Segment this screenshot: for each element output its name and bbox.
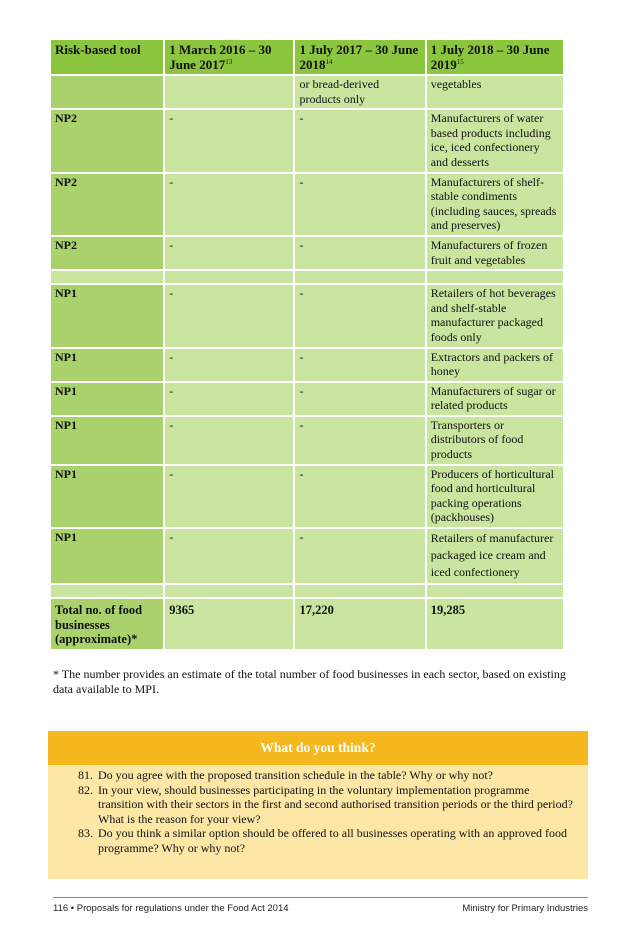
- period-cell: -: [165, 466, 293, 527]
- table-row: [51, 599, 563, 649]
- footnote-ref: 14: [325, 57, 333, 66]
- transition-table: [49, 38, 565, 651]
- table-body: [51, 76, 563, 649]
- period-cell: -: [165, 110, 293, 171]
- separator-cell: [427, 585, 563, 597]
- footer-left: 116 • Proposals for regulations under the Food Act 2014: [53, 903, 289, 914]
- table-separator-row: [51, 271, 563, 283]
- footer-right: Ministry for Primary Industries: [462, 903, 588, 914]
- separator-cell: [165, 271, 293, 283]
- period-cell: vegetables: [427, 76, 563, 108]
- footer-divider: [53, 897, 588, 898]
- table-row: [51, 383, 563, 415]
- table-header-row: [51, 40, 563, 74]
- period-cell: -: [165, 237, 293, 269]
- period-cell: Retailers of hot beverages and shelf-stable manufacturer packaged foods only: [427, 285, 563, 346]
- table-row: [51, 174, 563, 235]
- header-period-1: 1 March 2016 – 30 June 2017$^{13}$: [165, 40, 293, 74]
- table-row: [51, 237, 563, 269]
- period-cell: -: [295, 174, 424, 235]
- risk-tool-cell: NP1: [51, 417, 163, 464]
- period-cell: -: [295, 349, 424, 381]
- separator-cell: [295, 271, 424, 283]
- question-item: 82. In your view, should businesses participating in the voluntary implementation programme transition with their sectors in the first and second authorised transition periods or the third period? What is the reason for your view?: [96, 783, 574, 827]
- period-cell: or bread-derived products only: [295, 76, 424, 108]
- period-cell: -: [295, 237, 424, 269]
- risk-tool-cell: [51, 76, 163, 108]
- separator-cell: [51, 271, 163, 283]
- separator-cell: [51, 585, 163, 597]
- separator-cell: [427, 271, 563, 283]
- risk-tool-cell: Total no. of food businesses (approximate)*: [51, 599, 163, 649]
- risk-tool-cell: NP1: [51, 383, 163, 415]
- risk-tool-cell: NP2: [51, 110, 163, 171]
- period-cell: -: [165, 285, 293, 346]
- footnote-ref: 15: [456, 57, 464, 66]
- period-cell: Extractors and packers of honey: [427, 349, 563, 381]
- period-cell: -: [165, 174, 293, 235]
- period-cell: -: [295, 466, 424, 527]
- period-cell: Retailers of manufacturer packaged ice cream and iced confectionery: [427, 529, 563, 583]
- period-cell: Manufacturers of shelf-stable condiments (including sauces, spreads and preserves): [427, 174, 563, 235]
- footnote-ref: 13: [225, 57, 233, 66]
- separator-cell: [165, 585, 293, 597]
- table-row: [51, 349, 563, 381]
- period-cell: 9365: [165, 599, 293, 649]
- period-cell: Producers of horticultural food and horticultural packing operations (packhouses): [427, 466, 563, 527]
- page-footer: [53, 903, 588, 914]
- table-row: [51, 110, 563, 171]
- period-cell: [165, 76, 293, 108]
- period-cell: -: [165, 349, 293, 381]
- period-cell: 17,220: [295, 599, 424, 649]
- risk-tool-cell: NP1: [51, 529, 163, 583]
- period-cell: -: [295, 529, 424, 583]
- risk-tool-cell: NP2: [51, 174, 163, 235]
- risk-tool-cell: NP1: [51, 349, 163, 381]
- period-cell: Transporters or distributors of food products: [427, 417, 563, 464]
- table-row: [51, 466, 563, 527]
- question-box: [48, 731, 588, 879]
- table-separator-row: [51, 585, 563, 597]
- header-period-2: 1 July 2017 – 30 June 2018$^{14}$: [295, 40, 424, 74]
- separator-cell: [295, 585, 424, 597]
- risk-tool-cell: NP1: [51, 466, 163, 527]
- period-cell: -: [165, 417, 293, 464]
- question-box-title: What do you think?: [48, 731, 588, 765]
- header-period-3: 1 July 2018 – 30 June 2019$^{15}$: [427, 40, 563, 74]
- table-row: [51, 529, 563, 583]
- table-footnote: * The number provides an estimate of the total number of food businesses in each sector, based on existing data available to MPI.: [53, 667, 566, 696]
- period-cell: Manufacturers of sugar or related products: [427, 383, 563, 415]
- period-cell: -: [165, 529, 293, 583]
- period-cell: -: [295, 417, 424, 464]
- table-row: [51, 76, 563, 108]
- period-cell: Manufacturers of frozen fruit and vegetables: [427, 237, 563, 269]
- question-list: [48, 765, 588, 856]
- period-cell: 19,285: [427, 599, 563, 649]
- period-cell: -: [165, 383, 293, 415]
- period-cell: -: [295, 110, 424, 171]
- table-row: [51, 285, 563, 346]
- table-row: [51, 417, 563, 464]
- header-risk-tool: Risk-based tool: [51, 40, 163, 74]
- question-item: 81. Do you agree with the proposed transition schedule in the table? Why or why not?: [96, 768, 574, 783]
- period-cell: -: [295, 383, 424, 415]
- period-cell: Manufacturers of water based products including ice, iced confectionery and desserts: [427, 110, 563, 171]
- risk-tool-cell: NP1: [51, 285, 163, 346]
- period-cell: -: [295, 285, 424, 346]
- question-item: 83. Do you think a similar option should be offered to all businesses operating with an approved food programme? Why or why not?: [96, 826, 574, 855]
- risk-tool-cell: NP2: [51, 237, 163, 269]
